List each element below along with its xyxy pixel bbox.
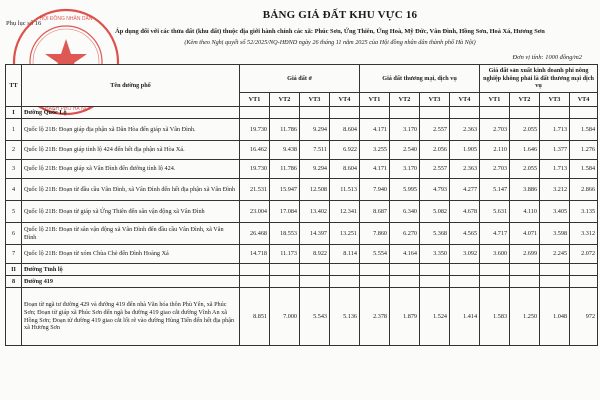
price-cell: 11.513 (330, 179, 360, 201)
row-number: 1 (6, 119, 22, 141)
price-cell: 11.786 (270, 160, 300, 179)
empty-cell (270, 264, 300, 276)
table-row (6, 245, 598, 264)
price-cell: 8.687 (360, 201, 390, 223)
col-vt-header: VT3 (420, 93, 450, 107)
row-number: 3 (6, 160, 22, 179)
price-cell: 2.703 (480, 160, 510, 179)
unit-label: Đơn vị tính: 1000 đồng/m2 (512, 54, 582, 61)
row-number: 5 (6, 201, 22, 223)
empty-cell (570, 276, 598, 288)
row-title: Đường Quốc Lộ (22, 107, 240, 119)
price-cell: 8.604 (330, 160, 360, 179)
price-cell: 6.340 (390, 201, 420, 223)
price-cell: 6.270 (390, 223, 420, 245)
empty-cell (450, 107, 480, 119)
empty-cell (270, 107, 300, 119)
col-vt-header: VT1 (240, 93, 270, 107)
price-cell: 3.405 (540, 201, 570, 223)
price-cell: 2.245 (540, 245, 570, 264)
price-cell: 26.468 (240, 223, 270, 245)
col-tt: TT (6, 65, 22, 107)
price-cell: 1.646 (510, 141, 540, 160)
street-name: Quốc lộ 21B: Đoạn từ đầu cầu Vân Đình, xã Vân Đình đến hết địa phận xã Vân Đình (22, 179, 240, 201)
empty-cell (510, 107, 540, 119)
row-number: 2 (6, 141, 22, 160)
row-number (6, 288, 22, 346)
col-street: Tên đường phố (22, 65, 240, 107)
price-cell: 4.565 (450, 223, 480, 245)
row-number: 4 (6, 179, 22, 201)
empty-cell (510, 264, 540, 276)
street-name: Quốc lộ 21B: Đoạn từ sân vận động xã Vân Đình đến đầu cầu Vân Đình, xã Vân Đình (22, 223, 240, 245)
price-cell: 5.995 (390, 179, 420, 201)
svg-text:HỘI ĐỒNG NHÂN DÂN: HỘI ĐỒNG NHÂN DÂN (39, 16, 93, 22)
price-cell: 4.678 (450, 201, 480, 223)
price-cell: 9.294 (300, 119, 330, 141)
price-cell: 19.730 (240, 160, 270, 179)
price-cell: 2.072 (570, 245, 598, 264)
price-cell: 5.368 (420, 223, 450, 245)
table-row (6, 223, 598, 245)
price-cell: 2.378 (360, 288, 390, 346)
price-cell: 1.377 (540, 141, 570, 160)
row-index: 8 (6, 276, 22, 288)
page-title: BẢNG GIÁ ĐẤT KHU VỰC 16 (262, 9, 418, 21)
price-cell: 8.851 (240, 288, 270, 346)
price-cell: 14.397 (300, 223, 330, 245)
col-group-residential: Giá đất ở (240, 65, 360, 93)
empty-cell (450, 276, 480, 288)
price-cell: 4.171 (360, 160, 390, 179)
empty-cell (480, 264, 510, 276)
row-title: Đường 419 (22, 276, 240, 288)
price-cell: 4.793 (420, 179, 450, 201)
price-cell: 12.341 (330, 201, 360, 223)
empty-cell (420, 264, 450, 276)
price-cell: 7.000 (270, 288, 300, 346)
empty-cell (330, 107, 360, 119)
price-cell: 2.557 (420, 160, 450, 179)
price-cell: 5.147 (480, 179, 510, 201)
col-vt-header: VT1 (360, 93, 390, 107)
price-cell: 2.699 (510, 245, 540, 264)
price-cell: 3.886 (510, 179, 540, 201)
price-cell: 9.294 (300, 160, 330, 179)
price-cell: 8.922 (300, 245, 330, 264)
price-cell: 1.879 (390, 288, 420, 346)
price-cell: 5.543 (300, 288, 330, 346)
table-row (6, 160, 598, 179)
empty-cell (300, 107, 330, 119)
price-cell: 15.947 (270, 179, 300, 201)
empty-cell (390, 276, 420, 288)
empty-cell (360, 264, 390, 276)
price-cell: 4.110 (510, 201, 540, 223)
price-cell: 3.135 (570, 201, 598, 223)
price-cell: 9.438 (270, 141, 300, 160)
row-number: 7 (6, 245, 22, 264)
empty-cell (240, 264, 270, 276)
price-cell: 1.276 (570, 141, 598, 160)
street-name: Đoạn từ ngã tư đường 429 và đường 419 đến nhà Văn hóa thôn Phù Yên, xã Phúc Sơn; Đoạn từ giáp xã Phúc Sơn đến ngã ba đường 419 giao cắt đường Vĩnh An xã Hồng Sơn; Đoạn từ đường 419 giao cắt lối rẽ vào đường Hùng Tiến đến hết địa phận xã Hương Sơn (22, 288, 240, 346)
price-cell: 7.860 (360, 223, 390, 245)
price-cell: 3.350 (420, 245, 450, 264)
price-cell: 2.056 (420, 141, 450, 160)
price-cell: 2.540 (390, 141, 420, 160)
row-index: II (6, 264, 22, 276)
price-cell: 13.251 (330, 223, 360, 245)
price-cell: 5.082 (420, 201, 450, 223)
table-row (6, 119, 598, 141)
scope-subtitle: Áp dụng đối với các thửa đất (khu đất) thuộc địa giới hành chính các xã: Phúc Sơn, Ứng Thiên, Ứng Hoà, Mỹ Đức, Vân Đình, Hồng Sơn, Hoà Xá, Hương Sơn (115, 28, 545, 35)
price-cell: 8.604 (330, 119, 360, 141)
price-cell: 3.312 (570, 223, 598, 245)
empty-cell (450, 264, 480, 276)
price-cell: 11.786 (270, 119, 300, 141)
price-cell: 4.277 (450, 179, 480, 201)
empty-cell (330, 264, 360, 276)
empty-cell (390, 107, 420, 119)
price-cell: 5.631 (480, 201, 510, 223)
empty-cell (570, 264, 598, 276)
price-cell: 5.136 (330, 288, 360, 346)
price-cell: 2.557 (420, 119, 450, 141)
price-cell: 1.048 (540, 288, 570, 346)
price-cell: 18.553 (270, 223, 300, 245)
price-cell: 3.092 (450, 245, 480, 264)
price-cell: 1.524 (420, 288, 450, 346)
table-row (6, 288, 598, 346)
price-cell: 5.554 (360, 245, 390, 264)
price-cell: 19.730 (240, 119, 270, 141)
street-name: Quốc lộ 21B: Đoạn từ giáp xã Ứng Thiên đến sân vận động xã Vân Đình (22, 201, 240, 223)
price-cell: 21.531 (240, 179, 270, 201)
empty-cell (540, 264, 570, 276)
empty-cell (510, 276, 540, 288)
price-cell: 2.055 (510, 119, 540, 141)
empty-cell (480, 276, 510, 288)
price-cell: 4.164 (390, 245, 420, 264)
resolution-note: (Kèm theo Nghị quyết số 52/2025/NQ-HĐND ngày 26 tháng 11 năm 2025 của Hội đồng nhân dân thành phố Hà Nội) (184, 39, 476, 46)
subsection-header (6, 276, 598, 288)
price-cell: 4.171 (360, 119, 390, 141)
price-cell: 2.703 (480, 119, 510, 141)
empty-cell (360, 276, 390, 288)
col-vt-header: VT2 (510, 93, 540, 107)
street-name: Quốc lộ 21B: Đoạn giáp xã Vân Đình đến đường tỉnh lộ 424. (22, 160, 240, 179)
empty-cell (330, 276, 360, 288)
price-cell: 1.713 (540, 119, 570, 141)
price-cell: 3.170 (390, 160, 420, 179)
price-cell: 1.584 (570, 160, 598, 179)
empty-cell (300, 264, 330, 276)
empty-cell (420, 276, 450, 288)
col-vt-header: VT4 (330, 93, 360, 107)
price-cell: 3.255 (360, 141, 390, 160)
price-cell: 8.114 (330, 245, 360, 264)
price-cell: 3.598 (540, 223, 570, 245)
empty-cell (300, 276, 330, 288)
appendix-label: Phụ lục số 16 (6, 20, 42, 27)
price-cell: 14.718 (240, 245, 270, 264)
price-cell: 6.922 (330, 141, 360, 160)
col-vt-header: VT3 (300, 93, 330, 107)
empty-cell (570, 107, 598, 119)
table-row (6, 141, 598, 160)
price-cell: 2.866 (570, 179, 598, 201)
empty-cell (390, 264, 420, 276)
section-header (6, 264, 598, 276)
table-row (6, 201, 598, 223)
price-cell: 1.905 (450, 141, 480, 160)
price-cell: 2.055 (510, 160, 540, 179)
col-vt-header: VT4 (570, 93, 598, 107)
col-vt-header: VT3 (540, 93, 570, 107)
street-name: Quốc lộ 21B: Đoạn từ xóm Chùa Chè đến Đình Hoàng Xá (22, 245, 240, 264)
price-cell: 11.173 (270, 245, 300, 264)
price-cell: 1.713 (540, 160, 570, 179)
price-cell: 2.110 (480, 141, 510, 160)
svg-text:THÀNH PHỐ HÀ NỘI: THÀNH PHỐ HÀ NỘI (41, 106, 91, 112)
empty-cell (540, 107, 570, 119)
row-number: 6 (6, 223, 22, 245)
empty-cell (360, 107, 390, 119)
street-name: Quốc lộ 21B: Đoạn giáp địa phận xã Dân Hòa đến giáp xã Vân Đình. (22, 119, 240, 141)
col-vt-header: VT2 (270, 93, 300, 107)
price-cell: 1.250 (510, 288, 540, 346)
price-cell: 3.212 (540, 179, 570, 201)
street-name: Quốc lộ 21B: Đoạn giáp tỉnh lộ 424 đến hết địa phận xã Hòa Xá. (22, 141, 240, 160)
empty-cell (420, 107, 450, 119)
price-table (5, 64, 598, 346)
price-cell: 2.363 (450, 160, 480, 179)
row-title: Đường Tỉnh lộ (22, 264, 240, 276)
section-header (6, 107, 598, 119)
price-cell: 12.508 (300, 179, 330, 201)
empty-cell (480, 107, 510, 119)
price-cell: 4.071 (510, 223, 540, 245)
price-cell: 3.170 (390, 119, 420, 141)
empty-cell (240, 107, 270, 119)
col-vt-header: VT1 (480, 93, 510, 107)
price-cell: 1.584 (570, 119, 598, 141)
price-cell: 1.414 (450, 288, 480, 346)
price-cell: 4.717 (480, 223, 510, 245)
col-group-nonag: Giá đất sản xuất kinh doanh phi nông nghiệp không phải là đất thương mại dịch vụ (480, 65, 598, 93)
row-index: I (6, 107, 22, 119)
price-cell: 23.004 (240, 201, 270, 223)
empty-cell (270, 276, 300, 288)
col-group-commercial: Giá đất thương mại, dịch vụ (360, 65, 480, 93)
empty-cell (240, 276, 270, 288)
col-vt-header: VT2 (390, 93, 420, 107)
price-cell: 2.363 (450, 119, 480, 141)
col-vt-header: VT4 (450, 93, 480, 107)
empty-cell (540, 276, 570, 288)
price-cell: 13.402 (300, 201, 330, 223)
price-cell: 3.600 (480, 245, 510, 264)
page-bottom-edge (0, 393, 600, 400)
price-cell: 1.583 (480, 288, 510, 346)
price-cell: 17.084 (270, 201, 300, 223)
table-row (6, 179, 598, 201)
price-cell: 16.462 (240, 141, 270, 160)
price-cell: 972 (570, 288, 598, 346)
price-cell: 7.940 (360, 179, 390, 201)
price-cell: 7.511 (300, 141, 330, 160)
